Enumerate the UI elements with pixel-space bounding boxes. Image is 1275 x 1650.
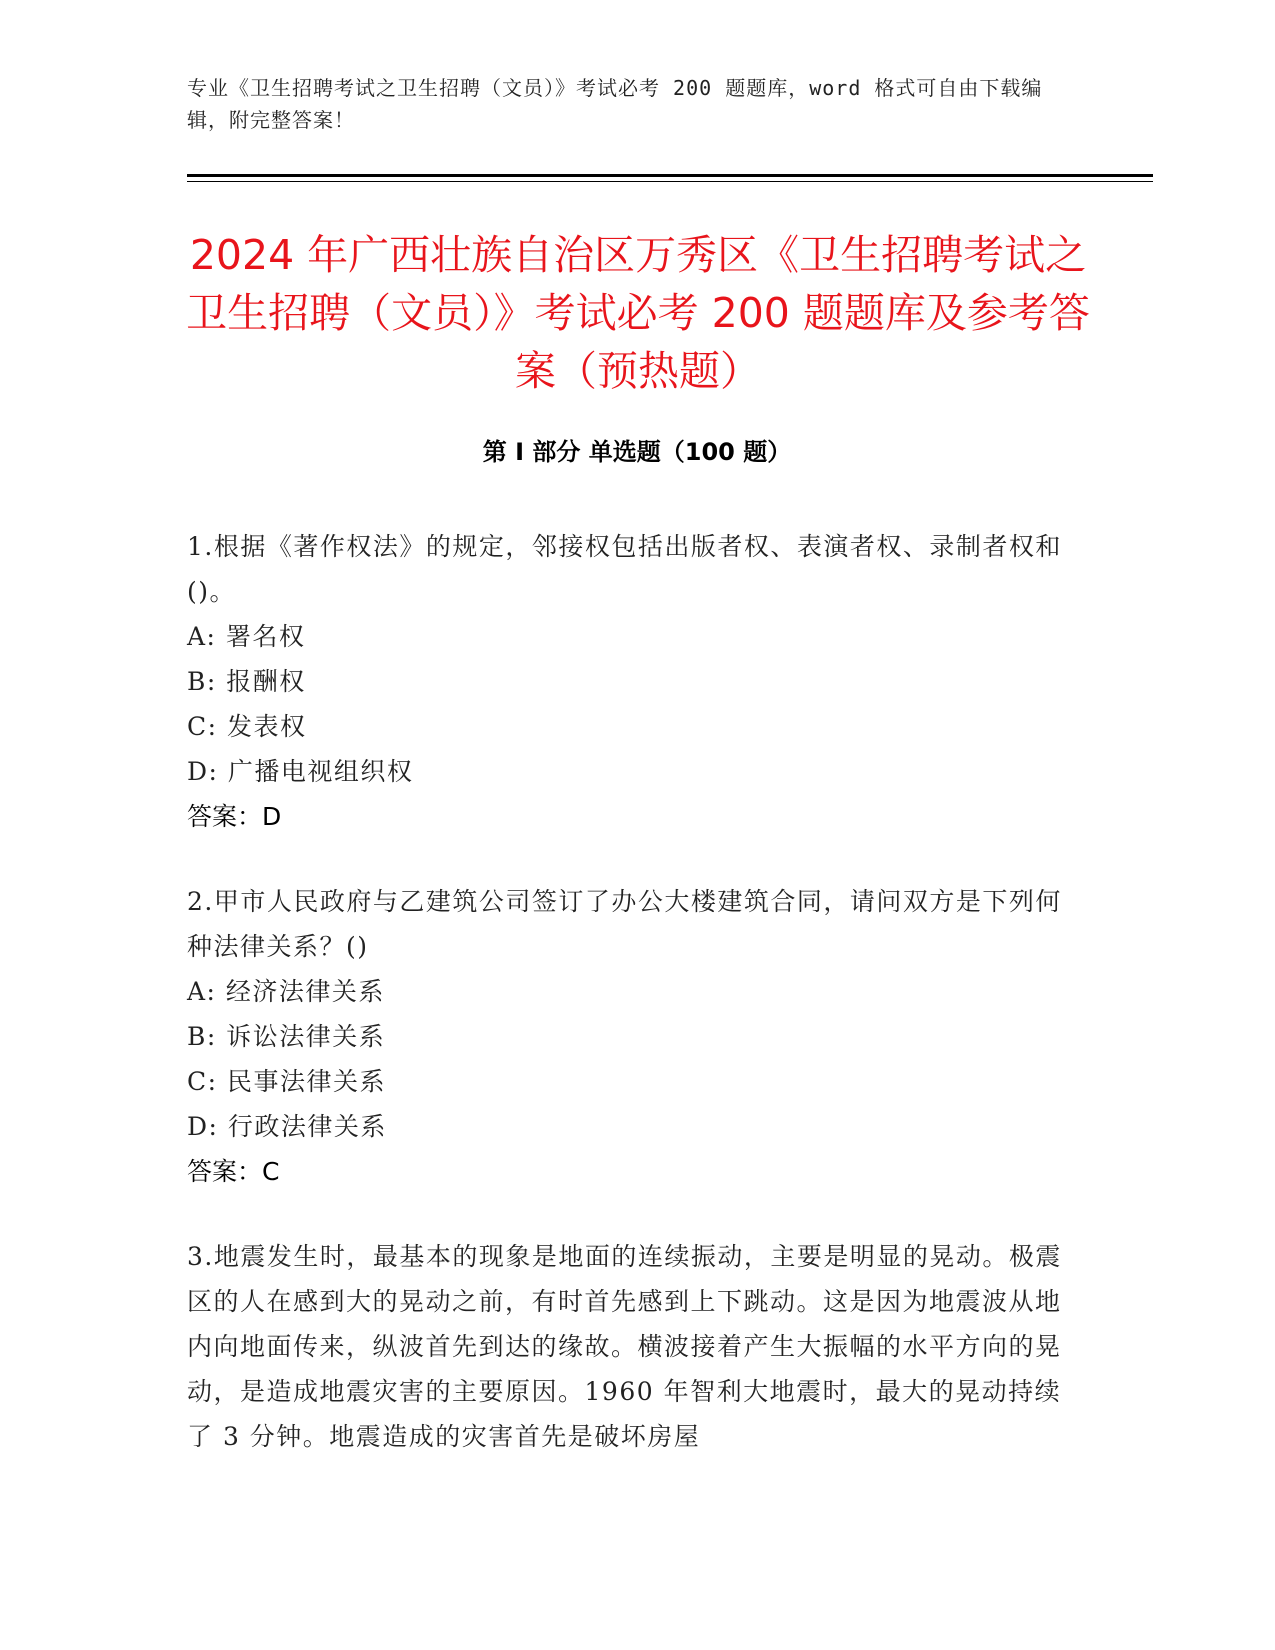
option-b: B: 报酬权: [187, 667, 306, 696]
question-stem: 2.甲市人民政府与乙建筑公司签订了办公大楼建筑合同，请问双方是下列何种法律关系？(): [187, 887, 1062, 961]
header-rule-thick: [187, 174, 1153, 177]
option-d: D: 广播电视组织权: [187, 757, 414, 786]
header-rule-thin: [187, 181, 1153, 182]
option-a: A: 经济法律关系: [187, 977, 385, 1006]
answer: 答案：C: [187, 1157, 280, 1186]
header-note: 专业《卫生招聘考试之卫生招聘（文员）》考试必考 200 题题库，word 格式可自由下载编辑，附完整答案！: [187, 76, 1043, 132]
document-title: 2024 年广西壮族自治区万秀区《卫生招聘考试之卫生招聘（文员）》考试必考 200 题题库及参考答案（预热题）: [186, 231, 1090, 395]
option-b: B: 诉讼法律关系: [187, 1022, 386, 1051]
option-c: C: 发表权: [187, 712, 307, 741]
question-list: [187, 524, 1067, 1499]
option-d: D: 行政法律关系: [187, 1112, 387, 1141]
question-3: [187, 1234, 1067, 1459]
question-stem: 1.根据《著作权法》的规定，邻接权包括出版者权、表演者权、录制者权和()。: [187, 532, 1062, 606]
question-2: [187, 879, 1067, 1194]
section-title: 第 I 部分 单选题（100 题）: [482, 438, 792, 466]
option-a: A: 署名权: [187, 622, 306, 651]
answer: 答案：D: [187, 802, 282, 831]
question-1: [187, 524, 1067, 839]
question-stem: 3.地震发生时，最基本的现象是地面的连续振动，主要是明显的晃动。极震区的人在感到大的晃动之前，有时首先感到上下跳动。这是因为地震波从地内向地面传来，纵波首先到达的缘故。横波接着产生大振幅的水平方向的晃动，是造成地震灾害的主要原因。1960 年智利大地震时，最大的晃动持续了 3 分钟。地震造成的灾害首先是破坏房屋: [187, 1242, 1062, 1451]
option-c: C: 民事法律关系: [187, 1067, 386, 1096]
